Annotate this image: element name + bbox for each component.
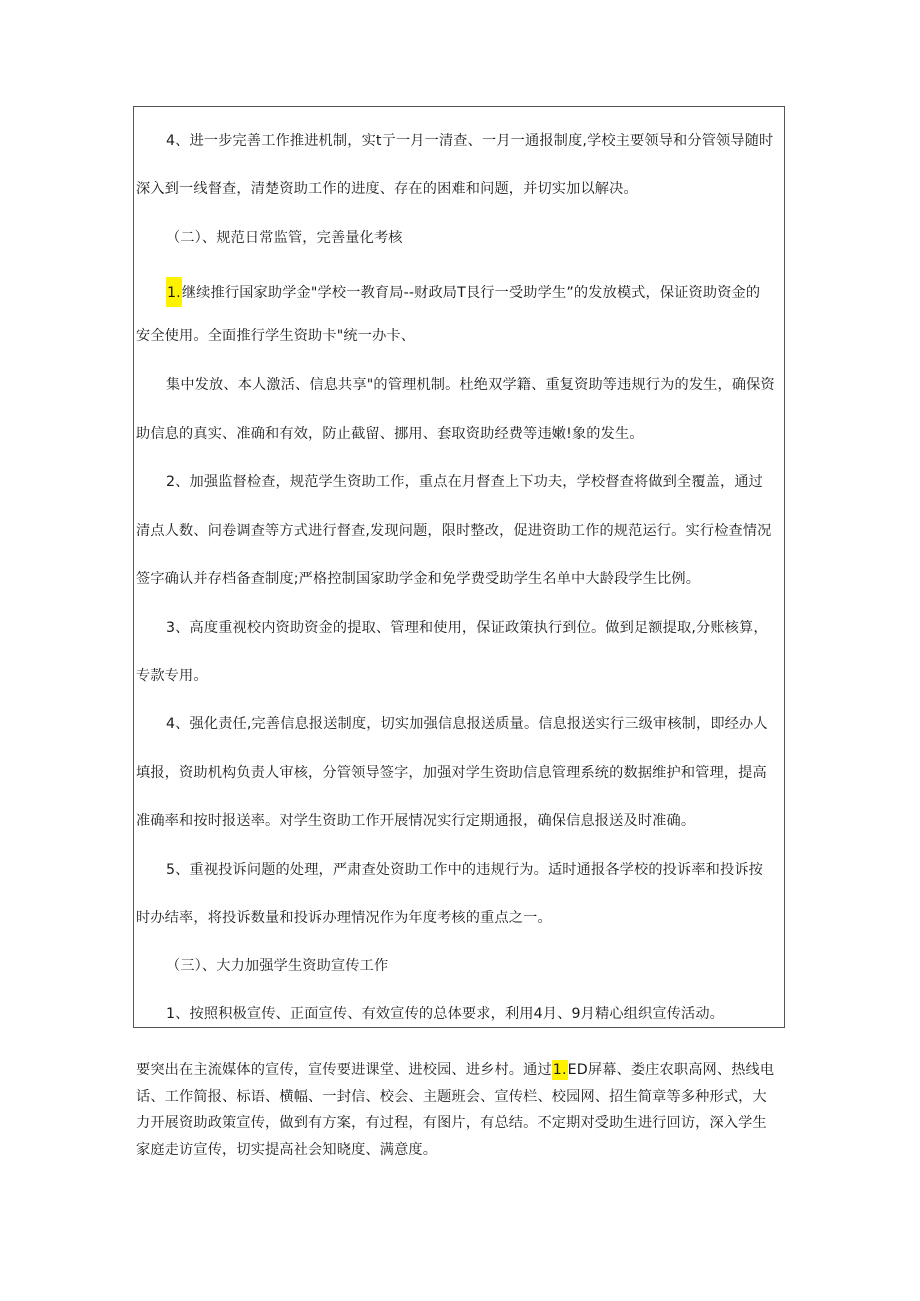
text-line: 时办结率，将投诉数量和投诉办理情况作为年度考核的重点之一。 (136, 910, 552, 926)
text-line: 5、重视投诉问题的处理，严肃查处资助工作中的违规行为。适时通报各学校的投诉率和投诉按 (166, 862, 764, 878)
text-line: 准确率和按时报送率。对学生资助工作开展情况实行定期通报，确保信息报送及时准确。 (136, 813, 696, 829)
section-heading: （三）、大力加强学生资助宣传工作 (166, 958, 389, 974)
highlight-mark: 1. (552, 1062, 567, 1078)
text-line: 清点人数、问卷调查等方式进行督查,发现问题，限时整改，促进资助工作的规范运行。实行检查情况 (136, 523, 772, 539)
text-line-body: 继续推行国家助学金"学校一教育局--财政局T艮行一受助学生”的发放模式，保证资助资金的 (181, 285, 761, 301)
text-line: 深入到一线督查，清楚资助工作的进度、存在的困难和问题，并切实加以解决。 (136, 181, 638, 197)
text-line: 家庭走访宣传，切实提高社会知晓度、满意度。 (136, 1142, 438, 1158)
text-line: 1、按照积极宣传、正面宣传、有效宣传的总体要求，利用4月、9月精心组织宣传活动。 (166, 1006, 725, 1022)
text-line (166, 277, 760, 307)
text-line: 助信息的真实、准确和有效，防止截留、挪用、套取资助经费等违嫩!象的发生。 (136, 426, 644, 442)
text-line: 4、进一步完善工作推进机制，实t亍一月一清查、一月一通报制度,学校主要领导和分管领导随时 (166, 133, 774, 149)
highlight-mark: 1. (166, 277, 182, 307)
text-line: 集中发放、本人激活、信息共享"的管理机制。杜绝双学籍、重复资助等违规行为的发生，确保资 (166, 377, 775, 393)
text-line: 4、强化责任,完善信息报送制度，切实加强信息报送质量。信息报送实行三级审核制，即经办人 (166, 716, 768, 732)
text-line-pre: 要突出在主流媒体的宣传，宣传要进课堂、进校园、进乡村。通过 (136, 1062, 552, 1078)
text-line-post: ED屏幕、娄庄农职高网、热线电 (567, 1062, 775, 1078)
text-line: 力开展资助政策宣传，做到有方案，有过程，有图片，有总结。不定期对受助生进行回访，深入学生 (136, 1115, 767, 1131)
text-line: 安全使用。全面推行学生资助卡"统一办卡、 (136, 328, 416, 344)
text-line: 2、加强监督检查，规范学生资助工作，重点在月督查上下功夫，学校督查将做到全覆盖，通过 (166, 474, 764, 490)
text-line: 签字确认并存档备查制度;严格控制国家助学金和免学费受助学生名单中大龄段学生比例。 (136, 571, 701, 587)
text-line: 专款专用。 (136, 668, 208, 684)
text-line: 3、高度重视校内资助资金的提取、管理和使用，保证政策执行到位。做到足额提取,分账核算， (166, 620, 768, 636)
section-heading: （二）、规范日常监管，完善量化考核 (166, 230, 403, 246)
text-line: 话、工作简报、标语、横幅、一封信、校会、主题班会、宣传栏、校园网、招生简章等多种形式，大 (136, 1089, 767, 1105)
text-line (136, 1060, 774, 1080)
text-line: 填报，资助机构负责人审核，分管领导签字，加强对学生资助信息管理系统的数据维护和管理，提高 (136, 765, 767, 781)
